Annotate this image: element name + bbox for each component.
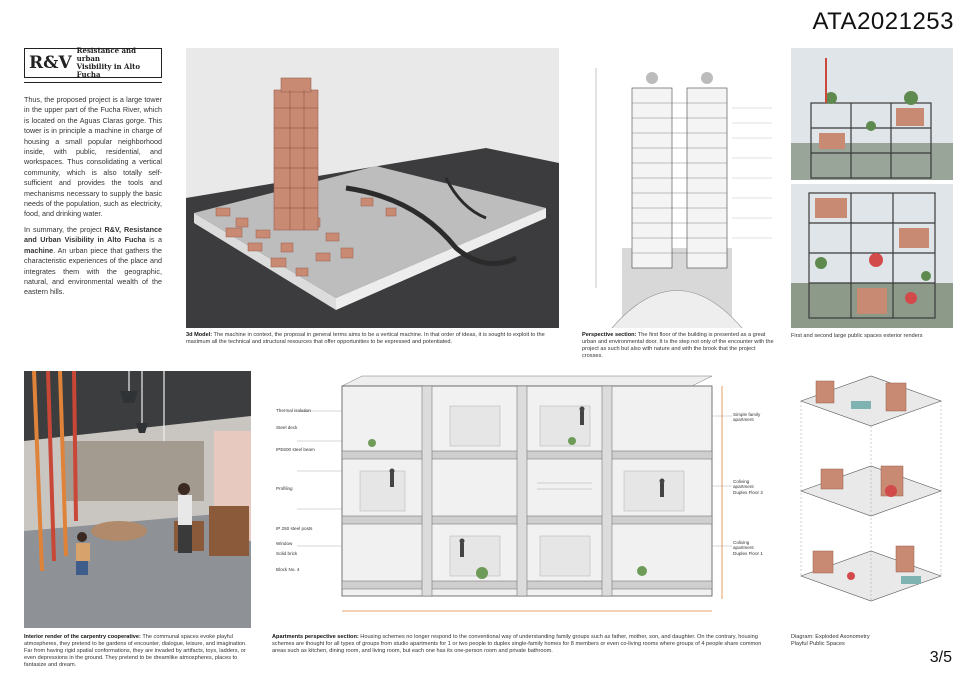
section-label-thermal-text: Thermal isolation xyxy=(276,408,311,413)
intro-p2-machine: machine xyxy=(24,245,54,255)
apartments-caption xyxy=(272,634,772,655)
project-code: ATA2021253 xyxy=(812,8,954,35)
section-label-profiling: Profiling xyxy=(276,486,293,491)
interior-render xyxy=(24,371,251,628)
exterior-renders xyxy=(791,48,953,328)
model-photo xyxy=(186,48,559,328)
section-caption xyxy=(582,332,774,360)
logo-line-2: Visibility in Alto Fucha xyxy=(76,62,141,79)
apartments-caption-title: Apartments perspective section: xyxy=(272,634,359,640)
logo-mark: R&V xyxy=(29,53,72,73)
section-label-window: Window xyxy=(276,541,293,546)
project-logo xyxy=(24,48,162,78)
diagram-caption-sub: Playful Public Spaces xyxy=(791,641,845,647)
exploded-axonometry xyxy=(791,371,953,628)
renders-caption: First and second large public spaces exterior renders xyxy=(791,333,923,339)
section-label-simple-family: Simple family apartment xyxy=(733,412,761,423)
section-caption-text: The first floor of the building is presented as a great urban and environmental door. It is the step not only of the encounter with the project as such but also with nature and with the brook that the project crosses. xyxy=(582,332,774,359)
section-label-ipe-beam: IPE600 steel beam xyxy=(276,447,315,452)
section-label-steel-deck: Steel deck xyxy=(276,425,298,430)
diagram-caption-title: Diagram: Exploded Axonometry xyxy=(791,634,870,640)
model-caption xyxy=(186,332,559,346)
intro-p2-c: is a xyxy=(145,235,162,245)
section-label-ip-posts: IP 250 steel posts xyxy=(276,526,313,531)
intro-paragraph-1: Thus, the proposed project is a large tower in the upper part of the Fucha River, which is located on the Aguas Claras gorge. This tower is in principle a machine in charge of housing a small popular neighborhood inside, with public, residential, and workspaces. Thus consolidating a vertical community, which is also totally self-sufficient and provides the tools and mechanisms necessary to supply the basic needs of the population, such as electricity, food, and drinking water. xyxy=(24,95,162,219)
apartments-caption-text: Housing schemes no longer respond to the conventional way of understanding family groups such as father, mother, son, and daughter. On the contrary, housing schemes are thought for all types of groups from studio apartments for 1 or two people to duplex single-family homes for 8 members or even co-living rooms where groups of 4 people share common areas such as kitchen, dining room, and living room, but each one has its one-person room and private bathroom. xyxy=(272,634,762,654)
intro-p2-project-name: R&V, Resistance and Urban Visibility in Alto Fucha xyxy=(24,224,163,245)
interior-caption-text: The communal spaces evoke playful atmospheres, they pretend to be gardens of encounter, dialogue, leisure, and imagination. Far from having rigid spatial conformations, they are invaded by artifacts, toys, ladders, or even depressions in the ground. They pretend to be dreamlike atmospheres, places to fantasize and dream. xyxy=(24,634,247,668)
diagram-caption xyxy=(791,634,953,648)
intro-p2-a: In summary, the project xyxy=(24,224,105,234)
section-label-block: Block No. 4 xyxy=(276,567,300,572)
interior-caption xyxy=(24,634,256,669)
section-label-coliving-2: Coliving apartment Duplex Floor 2 xyxy=(733,479,763,495)
intro-p2-e: . An urban piece that gathers the characteristic experiences of the place and integrates them with the geographic, natural, and environmental wealth of the eastern hills. xyxy=(24,245,162,297)
apartments-section-drawing xyxy=(272,371,772,628)
page-number: 3/5 xyxy=(929,649,952,666)
logo-divider xyxy=(24,82,162,83)
logo-line-1: Resistance and urban xyxy=(76,46,137,63)
section-caption-title: Perspective section: xyxy=(582,332,637,338)
logo-title xyxy=(77,47,157,79)
model-caption-text: The machine in context, the proposal in general terms aims to be a vertical machine. In that order of ideas, it is sought to exploit to the maximum all the technical and structural resources that offer opportunities to be expressed and potentiated. xyxy=(186,332,545,345)
intro-paragraph-2 xyxy=(24,225,162,298)
intro-text xyxy=(24,95,162,303)
perspective-section-drawing xyxy=(582,48,774,328)
section-label-solid-brick: Solid brick xyxy=(276,551,298,556)
section-label-coliving-1: Coliving apartment Duplex Floor 1 xyxy=(733,540,763,556)
model-caption-title: 3d Model: xyxy=(186,332,213,338)
interior-caption-title: Interior render of the carpentry cooperative: xyxy=(24,634,141,640)
